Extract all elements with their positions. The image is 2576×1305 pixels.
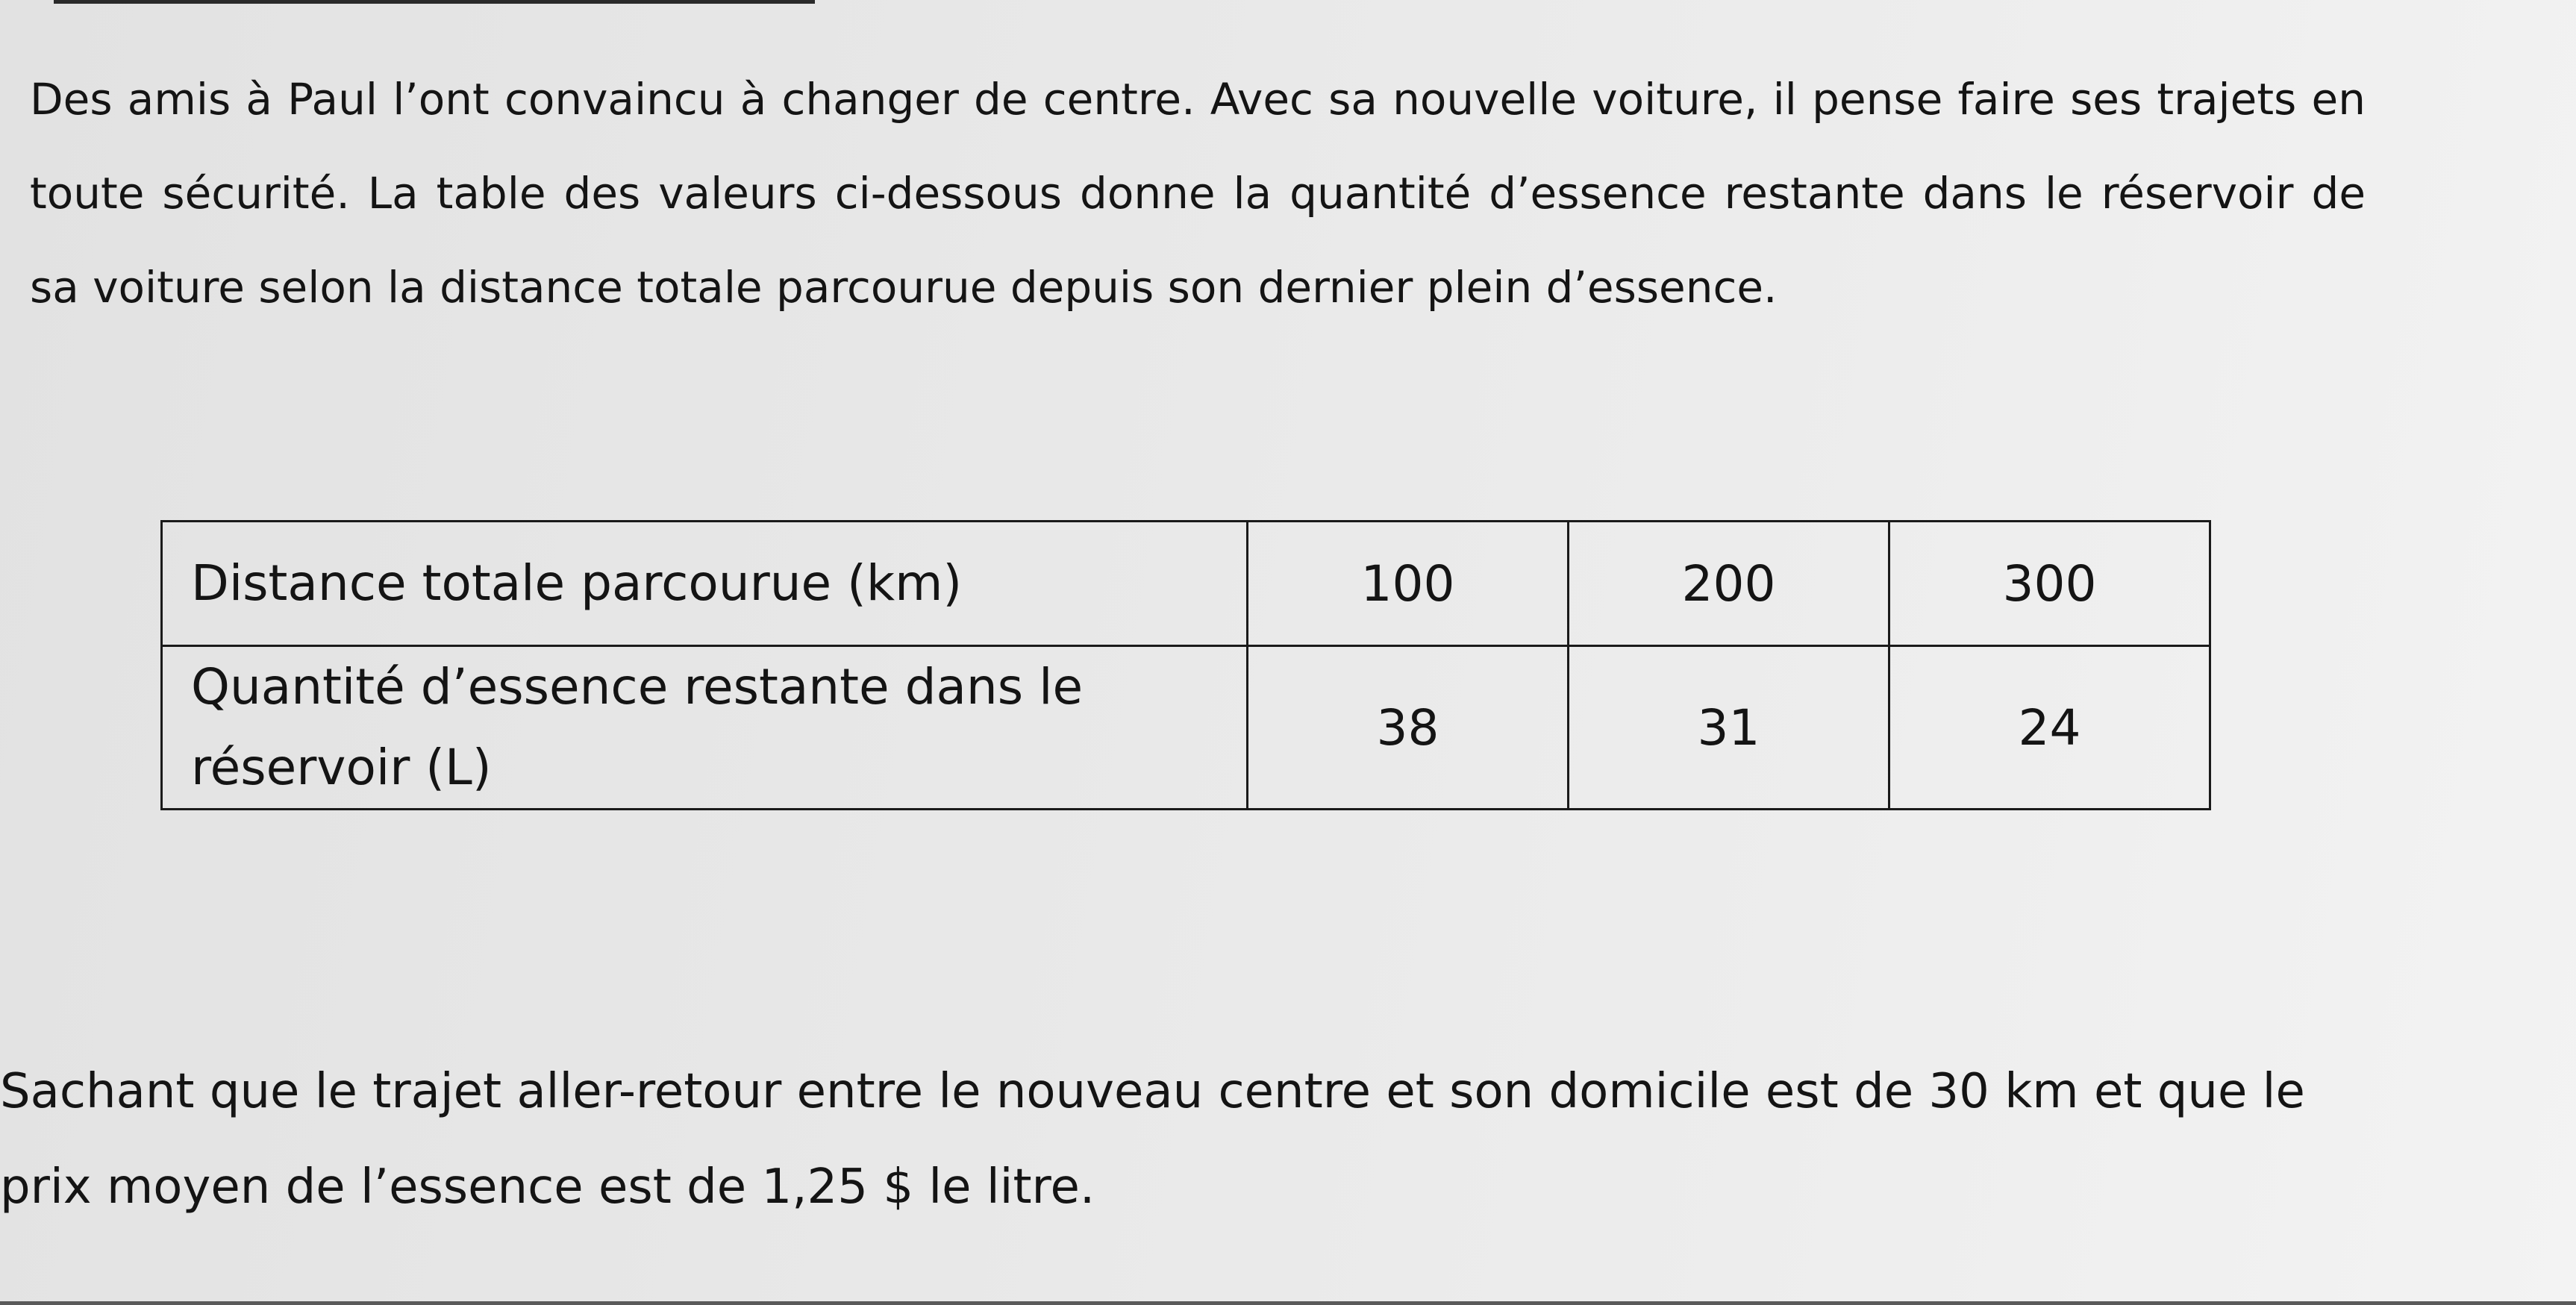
intro-paragraph: Des amis à Paul l’ont convaincu à changer de centre. Avec sa nouvelle voiture, il pense faire ses trajets en toute sécurité. La table des valeurs ci-dessous donne la quantité d’essence restante dans le réservoir de sa voiture selon la distance totale parcourue depuis son dernier plein d’essence. bbox=[30, 74, 2366, 313]
distance-value-cell: 100 bbox=[1248, 522, 1569, 646]
fuel-label-cell: Quantité d’essence restante dans le réservoir (L) bbox=[162, 646, 1248, 810]
fuel-value-cell: 38 bbox=[1248, 646, 1569, 810]
top-rule bbox=[54, 0, 815, 4]
fuel-value-cell: 24 bbox=[1889, 646, 2210, 810]
distance-value-cell: 200 bbox=[1569, 522, 1889, 646]
page-bottom-edge bbox=[0, 1301, 2576, 1305]
values-table bbox=[160, 520, 2211, 810]
distance-label-cell: Distance totale parcourue (km) bbox=[162, 522, 1248, 646]
table-row-fuel bbox=[162, 646, 2210, 810]
table-row-distance bbox=[162, 522, 2210, 646]
closing-paragraph: Sachant que le trajet aller-retour entre le nouveau centre et son domicile est de 30 km et que le prix moyen de l’essence est de 1,25 $ le litre. bbox=[0, 1064, 2305, 1215]
distance-value-cell: 300 bbox=[1889, 522, 2210, 646]
fuel-value-cell: 31 bbox=[1569, 646, 1889, 810]
